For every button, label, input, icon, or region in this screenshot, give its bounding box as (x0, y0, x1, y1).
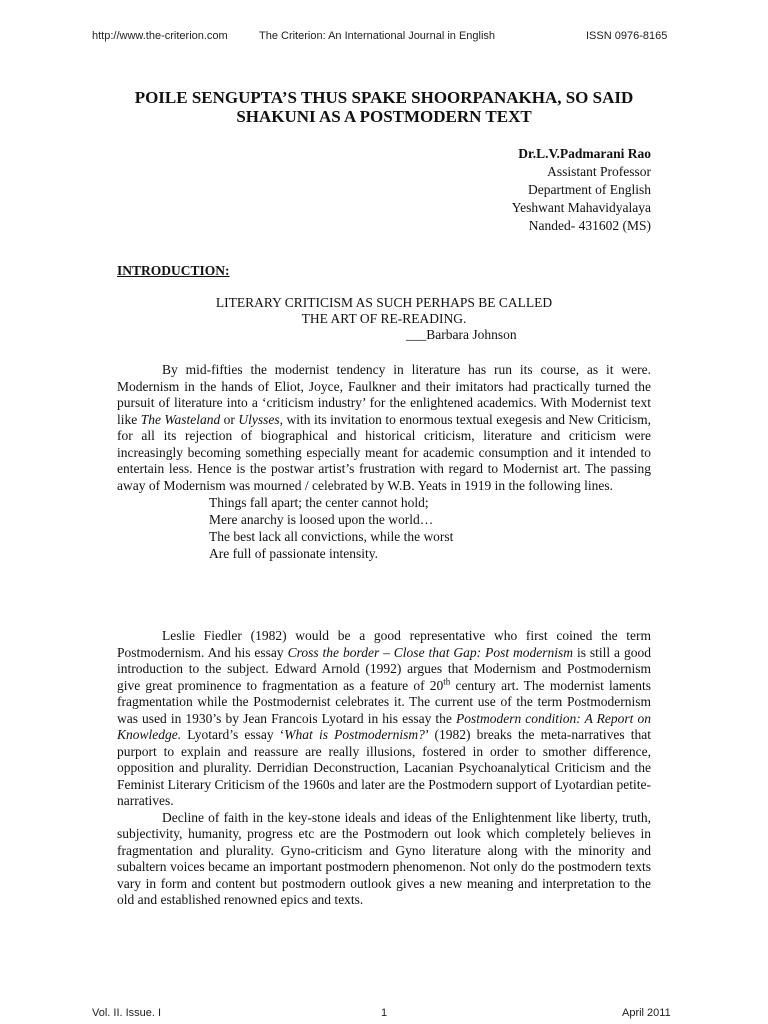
paragraph-2 (117, 628, 651, 909)
poem-line: Mere anarchy is loosed upon the world… (209, 512, 434, 527)
para2-italic-3: What is Postmodernism? (284, 727, 425, 742)
para2-text-3: century art. The modernist laments fragmentation while the Postmodernist celebrates it. The current use of the term Postmodernism was used in 1930’s by Jean Francois Lyotard in his essay the (117, 677, 651, 726)
epigraph-line-2: THE ART OF RE-READING. (301, 311, 467, 326)
author-college: Yeshwant Mahavidyalaya (511, 200, 651, 215)
author-block (512, 145, 651, 235)
para2-text-1: Leslie Fiedler (1982) would be a good representative who first coined the term Postmodernism. And his essay (117, 628, 651, 660)
para1-text-3: with its invitation to enormous textual exegesis and New Criticism, for all its rejection of biographical and historical criticism, literature and criticism were increasingly becoming something especially meant for academic consumption and it intended to entertain less. Hence is the postwar artist’s frustration with regard to Modernist art. The passing away of Modernism was mourned / celebrated by W.B. Yeats in 1919 in the following lines. (117, 411, 652, 493)
para2-italic-2: Postmodern condition: A Report on Knowledge. (117, 710, 651, 742)
para2-superscript: th (443, 676, 451, 686)
author-name: Dr.L.V.Padmarani Rao (518, 146, 651, 161)
title-line-2: SHAKUNI AS A POSTMODERN TEXT (236, 107, 532, 126)
header-issn: ISSN 0976-8165 (586, 30, 668, 42)
epigraph-attribution: ___Barbara Johnson (406, 327, 517, 342)
header-url: http://www.the-criterion.com (92, 30, 228, 42)
epigraph-line-1: LITERARY CRITICISM AS SUCH PERHAPS BE CALLED (215, 295, 553, 310)
author-department: Department of English (528, 182, 651, 197)
para1-text-2: or (220, 411, 239, 427)
para2-text-4: Lyotard’s essay ‘ (181, 727, 285, 742)
author-position: Assistant Professor (547, 164, 651, 179)
section-heading: INTRODUCTION: (117, 263, 230, 278)
para1-text-1: By mid-fifties the modernist tendency in literature has run its course, as it were. Modernism in the hands of Eliot, Joyce, Faulkner and their imitators had practically turned the pursuit of literature into a ‘criticism industry’ for the enlightened academics. With Modernist text like (117, 362, 651, 427)
footer-volume: Vol. II. Issue. I (92, 1007, 162, 1019)
paragraph-3: Decline of faith in the key-stone ideals and ideas of the Enlightenment like liberty, truth, subjectivity, humanity, progress etc are the Postmodern out look which completely believes in fragmentation and plurality. Gyno-criticism and Gyno literature along with the minority and subaltern voices became an important postmodern phenomenon. Not only do the postmodern texts vary in form and content but postmodern outlook gives a new meaning and interpretation to the old and established renowned epics and texts. (117, 809, 651, 907)
author-address: Nanded- 431602 (MS) (528, 218, 651, 233)
para2-text-2: is still a good introduction to the subject. Edward Arnold (1992) argues that Modernism and Postmodernism give great prominence to fragmentation as a feature of 20 (117, 644, 651, 693)
poem-line: The best lack all convictions, while the worst (209, 529, 454, 544)
para2-italic-1: Cross the border – Close that Gap: Post modernism (287, 644, 574, 660)
article-title (100, 88, 668, 126)
para2-text-5: ’ (1982) breaks the meta-narratives that purport to explain and reassure are really illusions, fostered in order to smother difference, opposition and plurality. Derridian Deconstruction, Lacanian Psychoanalytical Criticism and the Feminist Literary Criticism of the 1960s and later are the Postmodern support of Lyotardian petite-narratives. (117, 727, 651, 808)
header-journal: The Criterion: An International Journal in English (259, 30, 496, 42)
footer-date: April 2011 (622, 1007, 671, 1019)
paragraph-1 (117, 362, 651, 562)
poem-quote (117, 494, 651, 562)
epigraph (117, 295, 651, 343)
title-line-1: POILE SENGUPTA’S THUS SPAKE SHOORPANAKHA, SO SAID (134, 88, 634, 107)
poem-line: Things fall apart; the center cannot hold; (209, 495, 429, 510)
para1-italic-wasteland: The Wasteland (140, 411, 221, 427)
poem-line: Are full of passionate intensity. (209, 546, 378, 561)
footer-page-number: 1 (381, 1007, 388, 1019)
para1-italic-ulysses: Ulysses, (238, 411, 284, 427)
